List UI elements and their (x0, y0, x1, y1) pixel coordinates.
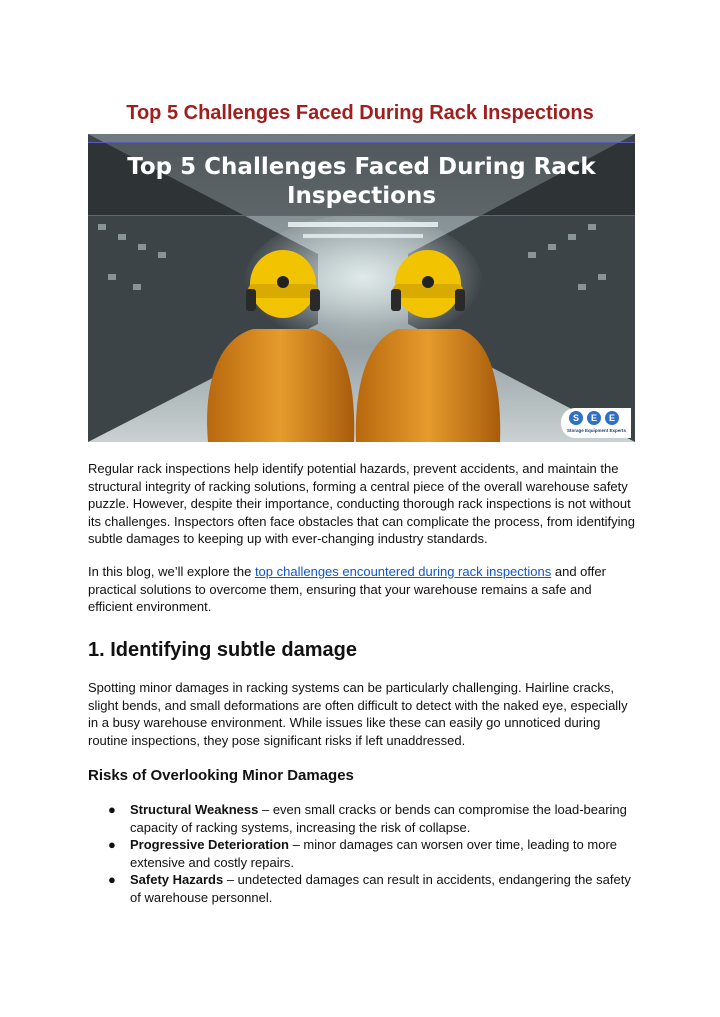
list-item-text: – undetected damages can result in accidents, endangering the safety of warehouse personnel. (130, 872, 631, 905)
list-item (88, 801, 636, 836)
blog-paragraph-start: In this blog, we’ll explore the (88, 564, 255, 579)
hero-caption-line-1: Top 5 Challenges Faced During Rack (127, 154, 596, 180)
hero-image (88, 134, 635, 442)
company-logo (561, 408, 631, 438)
list-item (88, 871, 636, 906)
section-subheading: Risks of Overlooking Minor Damages (88, 767, 354, 784)
list-item (88, 836, 636, 871)
hero-caption-line-2: Inspections (286, 183, 437, 209)
logo-letter-e-2: E (605, 411, 619, 425)
list-item-text: – minor damages can worsen over time, leading to more extensive and costly repairs. (130, 837, 617, 870)
page-title: Top 5 Challenges Faced During Rack Inspections (126, 102, 594, 125)
list-item-term: Structural Weakness (130, 802, 259, 817)
blog-paragraph (88, 563, 636, 616)
bullet-icon: ● (108, 872, 116, 888)
list-item-term: Progressive Deterioration (130, 837, 289, 853)
list-item-term: Safety Hazards (130, 872, 224, 888)
list-item-text: – even small cracks or bends can compromise the load-bearing capacity of racking systems, increasing the risk of collapse. (130, 802, 627, 835)
challenges-link[interactable]: top challenges encountered during rack inspections (254, 564, 552, 579)
bullet-icon: ● (108, 802, 116, 817)
hero-caption-band (88, 142, 635, 216)
logo-letter-e: E (587, 411, 601, 425)
logo-tagline: Storage Equipment Experts (567, 428, 627, 433)
risk-list (88, 801, 636, 907)
section-heading: 1. Identifying subtle damage (88, 639, 357, 661)
section-paragraph: Spotting minor damages in racking systems can be particularly challenging. Hairline cracks, slight bends, and small deformations are often difficult to detect with the naked eye, especially in a busy warehouse environment. While issues like these can easily go unnoticed during routine inspections, they pose significant risks if left unaddressed. (88, 680, 628, 748)
bullet-icon: ● (108, 837, 116, 853)
logo-letter-s: S (569, 411, 583, 425)
blog-paragraph-end: and offer practical solutions to overcome them, ensuring that your warehouse remains a safe and efficient environment. (88, 564, 606, 615)
intro-paragraph: Regular rack inspections help identify potential hazards, prevent accidents, and maintain the structural integrity of racking solutions, forming a central piece of the overall warehouse safety puzzle. However, despite their importance, conducting thorough rack inspections is not without its challenges. Inspectors often face obstacles that can complicate the process, from identifying subtle damages to keeping up with ever-changing industry standards. (88, 461, 636, 547)
